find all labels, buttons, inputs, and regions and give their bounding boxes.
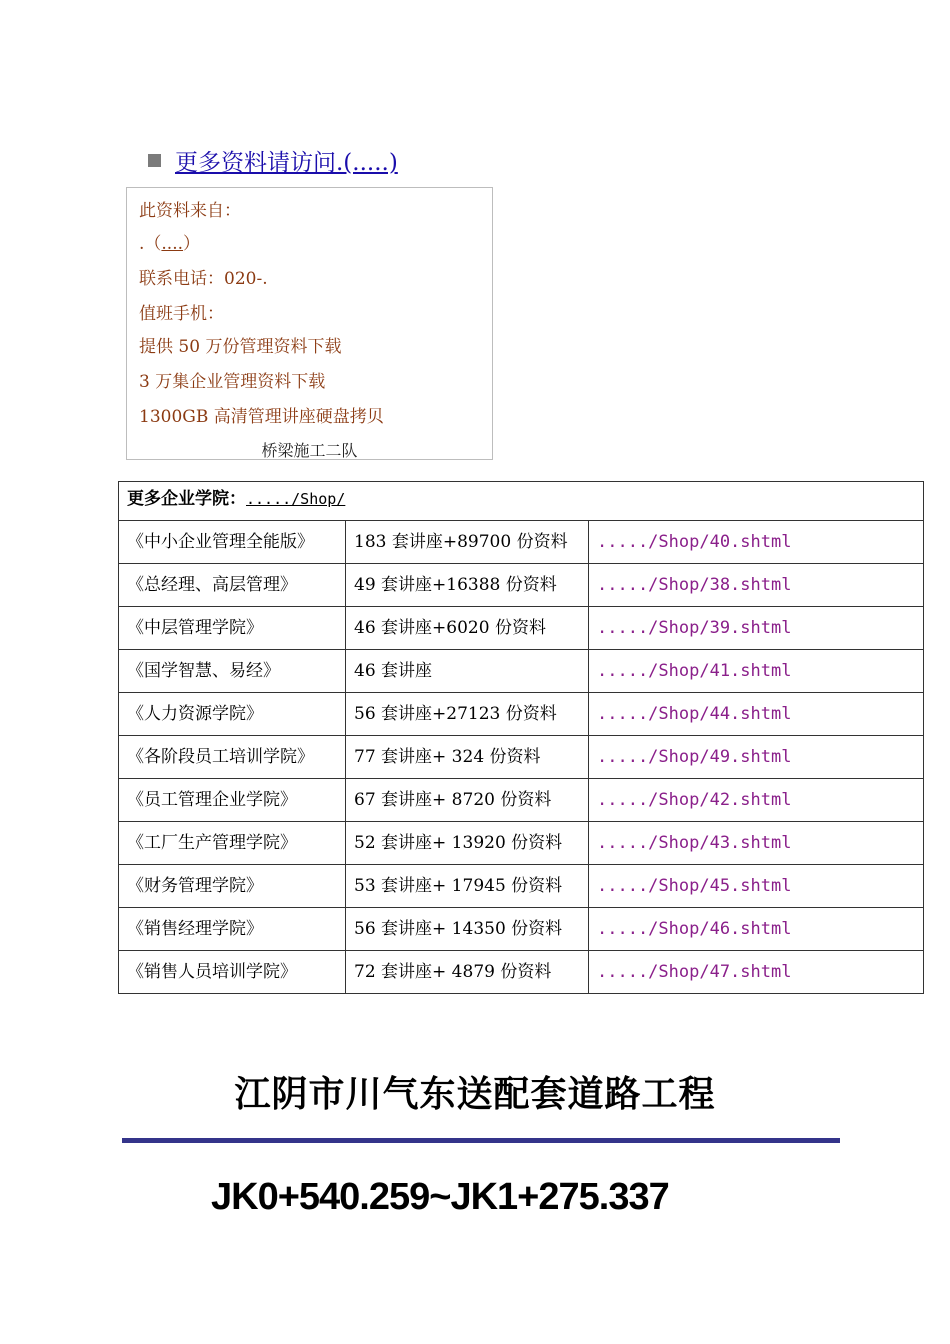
table-row	[119, 564, 924, 607]
table-row	[119, 951, 924, 994]
duty-mobile: 值班手机：	[139, 304, 224, 324]
document-title: 江阴市川气东送配套道路工程	[234, 1074, 716, 1115]
course-content: 56 套讲座+27123 份资料	[346, 693, 589, 736]
academy-header-cell	[119, 482, 924, 521]
course-content: 49 套讲座+16388 份资料	[346, 564, 589, 607]
course-url-link[interactable]: ...../Shop/39.shtml	[589, 607, 924, 650]
table-row	[119, 908, 924, 951]
source-url-suffix: ）	[183, 234, 201, 254]
team-name: 桥梁施工二队	[261, 441, 358, 460]
course-url-link[interactable]: ...../Shop/49.shtml	[589, 736, 924, 779]
square-bullet-icon	[148, 154, 161, 167]
academy-shop-link[interactable]: ...../Shop/	[246, 490, 346, 508]
source-url-link[interactable]: ....	[161, 234, 184, 254]
offer-line-3: 1300GB 高清管理讲座硬盘拷贝	[139, 407, 384, 427]
course-content: 56 套讲座+ 14350 份资料	[346, 908, 589, 951]
course-url-link[interactable]: ...../Shop/46.shtml	[589, 908, 924, 951]
course-url-link[interactable]: ...../Shop/44.shtml	[589, 693, 924, 736]
source-url-prefix: .（	[139, 234, 162, 254]
course-content: 67 套讲座+ 8720 份资料	[346, 779, 589, 822]
course-url-link[interactable]: ...../Shop/47.shtml	[589, 951, 924, 994]
course-name: 《财务管理学院》	[119, 865, 346, 908]
course-content: 52 套讲座+ 13920 份资料	[346, 822, 589, 865]
source-info-box	[126, 187, 493, 460]
table-row	[119, 521, 924, 564]
academy-table	[118, 481, 924, 994]
course-name: 《销售人员培训学院》	[119, 951, 346, 994]
course-content: 183 套讲座+89700 份资料	[346, 521, 589, 564]
course-name: 《中层管理学院》	[119, 607, 346, 650]
course-name: 《人力资源学院》	[119, 693, 346, 736]
station-range: JK0+540.259~JK1+275.337	[211, 1176, 669, 1218]
course-url-link[interactable]: ...../Shop/45.shtml	[589, 865, 924, 908]
offer-line-2: 3 万集企业管理资料下载	[139, 372, 326, 392]
course-url-link[interactable]: ...../Shop/42.shtml	[589, 779, 924, 822]
contact-phone: 联系电话：020-.	[139, 269, 268, 289]
academy-header-row	[119, 482, 924, 521]
source-url-line	[139, 229, 200, 254]
course-url-link[interactable]: ...../Shop/41.shtml	[589, 650, 924, 693]
more-resources-link[interactable]: 更多资料请访问.(.....)	[175, 150, 398, 176]
course-url-link[interactable]: ...../Shop/43.shtml	[589, 822, 924, 865]
table-row	[119, 736, 924, 779]
course-content: 46 套讲座	[346, 650, 589, 693]
table-row	[119, 607, 924, 650]
academy-header-label: 更多企业学院：	[127, 489, 246, 509]
course-name: 《工厂生产管理学院》	[119, 822, 346, 865]
course-content: 72 套讲座+ 4879 份资料	[346, 951, 589, 994]
top-resource-link-row	[148, 144, 398, 177]
course-content: 77 套讲座+ 324 份资料	[346, 736, 589, 779]
course-content: 53 套讲座+ 17945 份资料	[346, 865, 589, 908]
course-name: 《销售经理学院》	[119, 908, 346, 951]
table-row	[119, 693, 924, 736]
course-name: 《国学智慧、易经》	[119, 650, 346, 693]
course-content: 46 套讲座+6020 份资料	[346, 607, 589, 650]
offer-line-1: 提供 50 万份管理资料下载	[139, 337, 342, 357]
table-row	[119, 822, 924, 865]
course-name: 《员工管理企业学院》	[119, 779, 346, 822]
course-url-link[interactable]: ...../Shop/38.shtml	[589, 564, 924, 607]
course-name: 《各阶段员工培训学院》	[119, 736, 346, 779]
course-name: 《中小企业管理全能版》	[119, 521, 346, 564]
table-row	[119, 779, 924, 822]
table-row	[119, 865, 924, 908]
course-name: 《总经理、高层管理》	[119, 564, 346, 607]
table-row	[119, 650, 924, 693]
title-divider	[122, 1138, 840, 1143]
course-url-link[interactable]: ...../Shop/40.shtml	[589, 521, 924, 564]
source-label: 此资料来自：	[139, 201, 241, 221]
